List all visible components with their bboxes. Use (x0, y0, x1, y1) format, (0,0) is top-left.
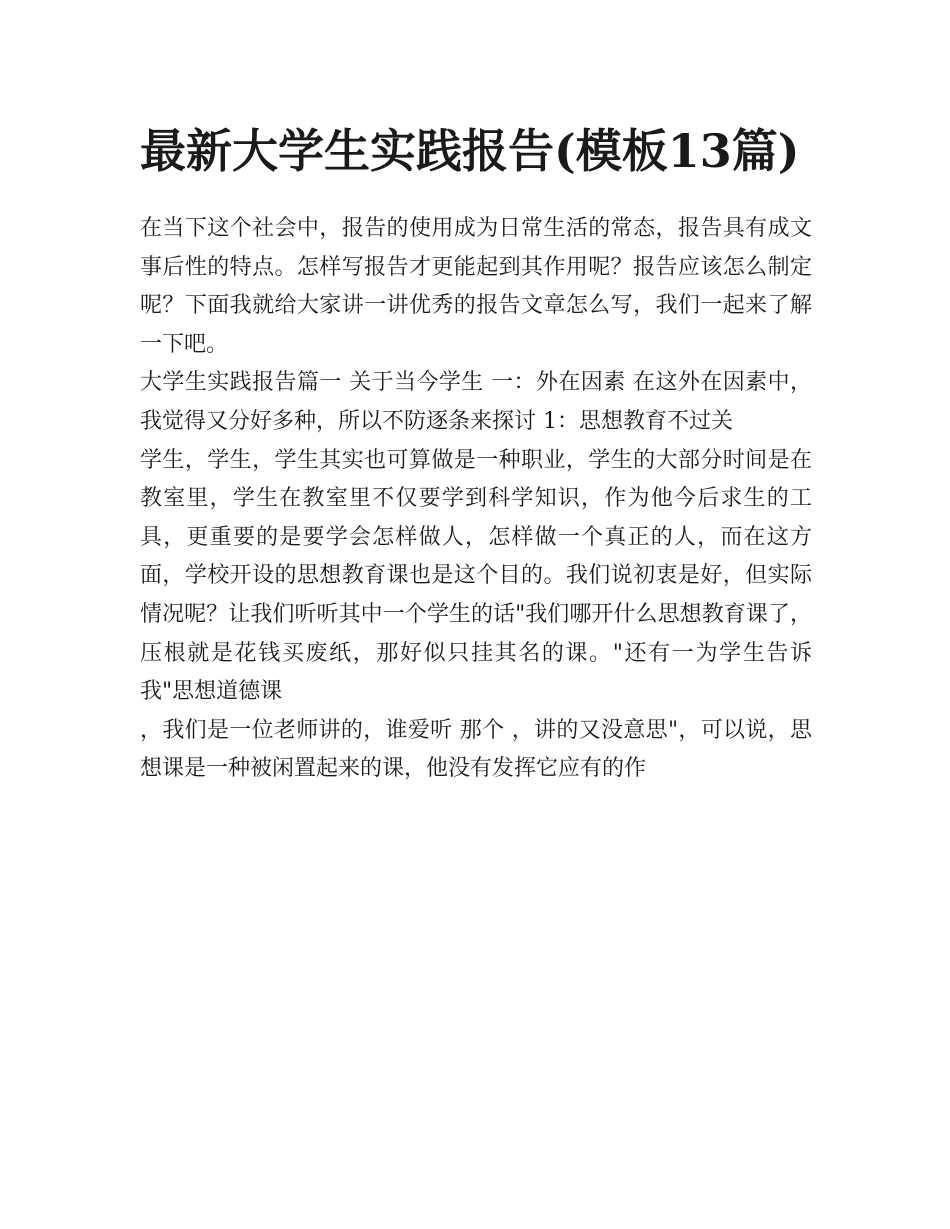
document-page (140, 112, 812, 789)
moral-class-paragraph: ，我们是一位老师讲的，谁爱听 那个 ，讲的又没意思"，可以说，思想课是一种被闲置起来的课，他没有发挥它应有的作 (140, 717, 812, 782)
section-one-paragraph: 大学生实践报告篇一 关于当今学生 一：外在因素 在这外在因素中，我觉得又分好多种，所以不防逐条来探讨 1：思想教育不过关 (140, 370, 812, 434)
document-body (140, 210, 812, 789)
document-title: 最新大学生实践报告(模板13篇) (140, 124, 800, 178)
intro-paragraph: 在当下这个社会中，报告的使用成为日常生活的常态，报告具有成文事后性的特点。怎样写报告才更能起到其作用呢？报告应该怎么制定呢？下面我就给大家讲一讲优秀的报告文章怎么写，我们一起来了解一下吧。 (140, 216, 812, 357)
students-paragraph: 学生，学生，学生其实也可算做是一种职业，学生的大部分时间是在教室里，学生在教室里不仅要学到科学知识，作为他今后求生的工具，更重要的是要学会怎样做人，怎样做一个真正的人，而在这方面，学校开设的思想教育课也是这个目的。我们说初衷是好，但实际情况呢？让我们听听其中一个学生的话"我们哪开什么思想教育课了，压根就是花钱买废纸，那好似只挂其名的课。"还有一为学生告诉我"思想道德课 (140, 447, 812, 705)
